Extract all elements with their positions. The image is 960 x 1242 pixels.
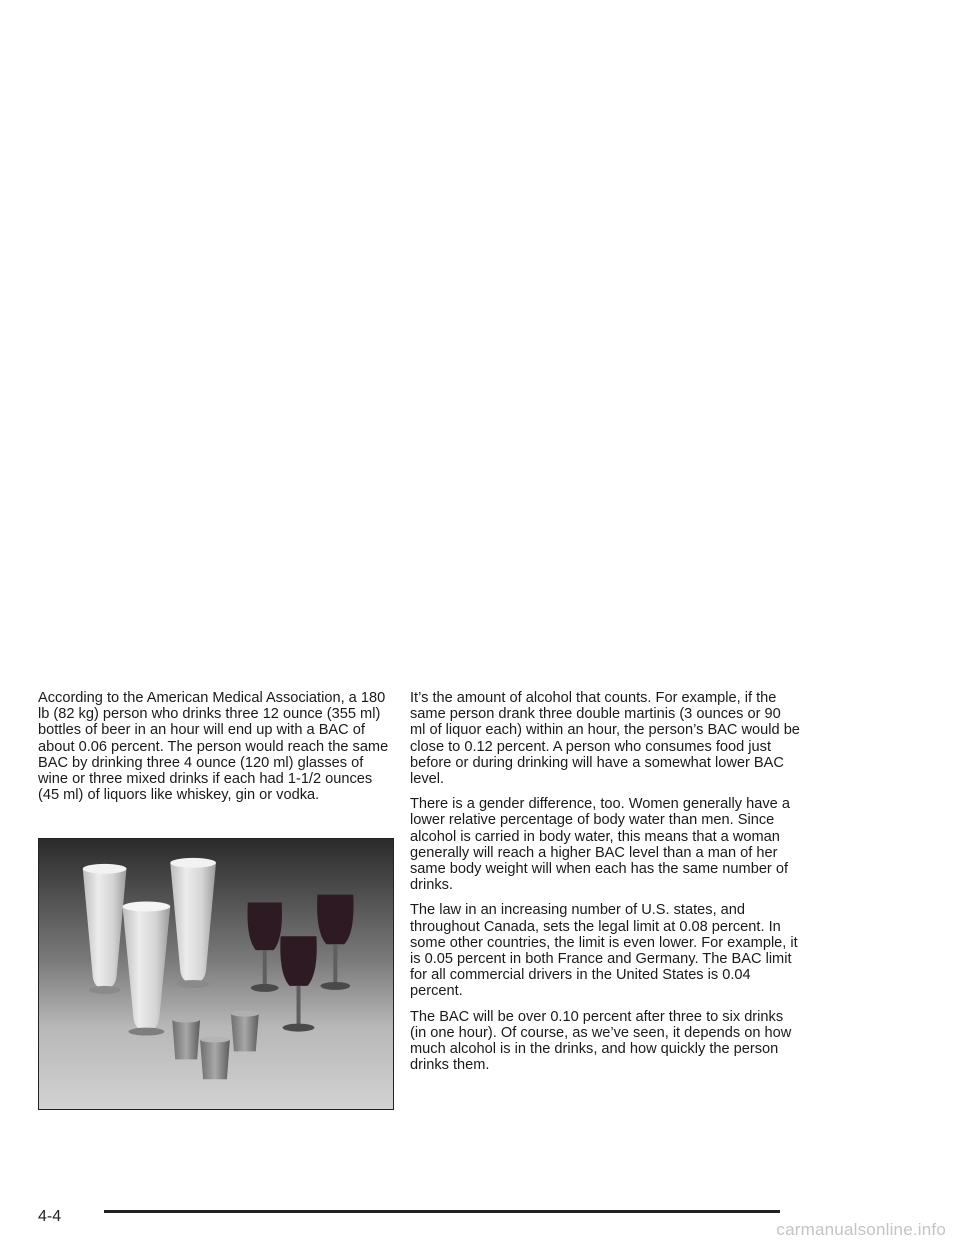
right-paragraph-4: The BAC will be over 0.10 percent after three to six drinks (in one hour). Of course, as we’ve seen, it depends on how much alcohol is in the drinks, and how quickly the person drinks them. bbox=[410, 1008, 792, 1074]
footer-divider bbox=[104, 1210, 780, 1213]
site-watermark: carmanualsonline.info bbox=[776, 1220, 946, 1239]
drinks-illustration bbox=[39, 839, 393, 1109]
shot-glass-front bbox=[200, 1037, 230, 1080]
shot-glass-left bbox=[172, 1017, 200, 1060]
right-paragraph-3: The law in an increasing number of U.S. states, and throughout Canada, sets the legal limit at 0.08 percent. In some other countries, the limit is even lower. For example, it is 0.05 percent in both France and Germany. The BAC limit for all commercial drivers in the United States is 0.04 percent. bbox=[410, 902, 798, 1000]
shot-glass-right bbox=[231, 1011, 259, 1052]
right-paragraph-1: It’s the amount of alcohol that counts. For example, if the same person drank three double martinis (3 ounces or 90 ml of liquor each) within an hour, the person’s BAC would be close to 0.12 percent. A person who consumes food just before or during drinking will have a somewhat lower BAC level. bbox=[410, 690, 800, 788]
drinks-photo bbox=[38, 838, 394, 1110]
left-paragraph-1: According to the American Medical Association, a 180 lb (82 kg) person who drinks three 12 ounce (355 ml) bottles of beer in an hour will end up with a BAC of about 0.06 percent. The person would reach the same BAC by drinking three 4 ounce (120 ml) glasses of wine or three mixed drinks if each had 1-1/2 ounces (45 ml) of liquors like whiskey, gin or vodka. bbox=[38, 690, 389, 804]
page-number: 4-4 bbox=[38, 1208, 62, 1225]
right-paragraph-2: There is a gender difference, too. Women generally have a lower relative percentage of body water than men. Since alcohol is carried in body water, this means that a woman generally will reach a higher BAC level than a man of her same body weight will when each has the same number of drinks. bbox=[410, 796, 790, 894]
right-text-column bbox=[410, 690, 800, 1082]
left-text-column bbox=[38, 690, 394, 812]
